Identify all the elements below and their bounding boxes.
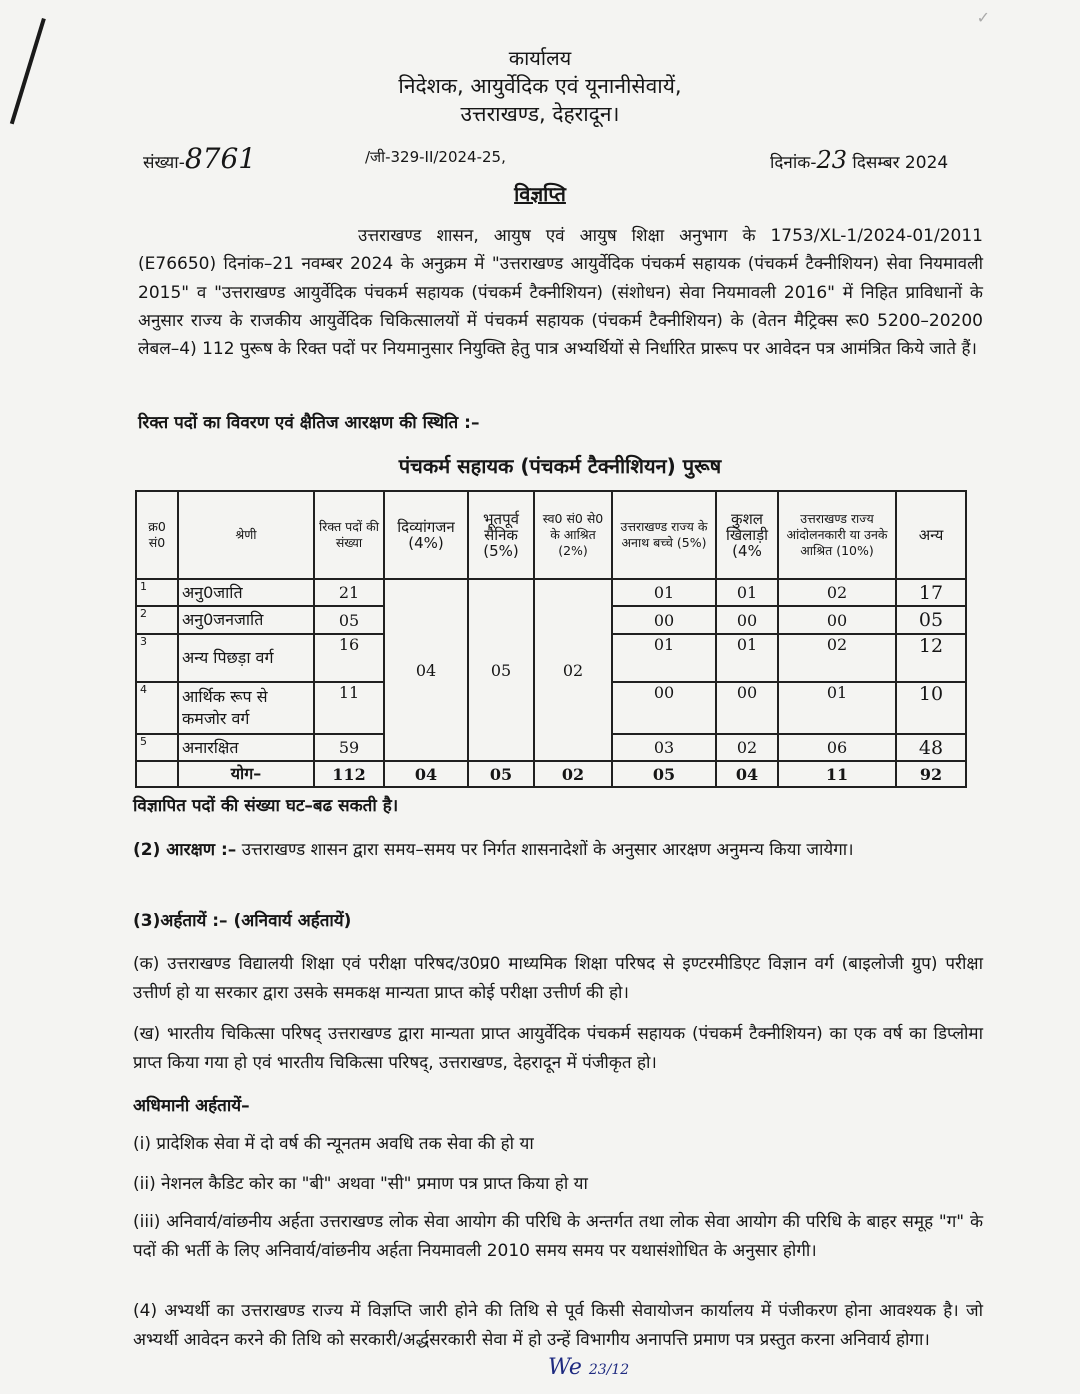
- row-others: 12: [896, 634, 966, 682]
- row-orphan: 03: [612, 734, 716, 761]
- preferential-ii: (ii) नेशनल कैडिट कोर का "बी" अथवा "सी" प्रमाण पत्र प्राप्त किया हो या: [133, 1174, 588, 1194]
- reservation-label: (2) आरक्षण :–: [133, 840, 237, 860]
- office-heading: कार्यालय: [508, 46, 572, 70]
- row-sports: 01: [716, 579, 778, 606]
- reservation-text: उत्तराखण्ड शासन द्वारा समय–समय पर निर्गत शासनादेशों के अनुसार आरक्षण अनुमन्य किया जायेगा।: [241, 840, 854, 860]
- row-vacancies: 59: [314, 734, 384, 761]
- row-sno: 3: [136, 634, 178, 682]
- row-sno: 2: [136, 606, 178, 634]
- row-sno: 1: [136, 579, 178, 606]
- vacancy-table: [135, 490, 967, 788]
- date-month-year: दिसम्बर 2024: [852, 153, 949, 173]
- notice-title: विज्ञप्ति: [514, 182, 566, 206]
- col-divyang: दिव्यांगजन (4%): [384, 491, 468, 579]
- intro-paragraph: उत्तराखण्ड शासन, आयुष एवं आयुष शिक्षा अनुभाग के 1753/XL-1/2024-01/2011 (E76650) दिनांक–21 नवम्बर 2024 के अनुक्रम में "उत्तराखण्ड आयुर्वेदिक पंचकर्म सहायक (पंचकर्म टैक्नीशियन) सेवा नियमावली 2015" व "उत्तराखण्ड आयुर्वेदिक पंचकर्म सहायक (पंचकर्म टैक्नीशियन) (संशोधन) सेवा नियमावली 2016" में निहित प्राविधानों के अनुसार राज्य के राजकीय आयुर्वेदिक चिकित्सालयों में पंचकर्म सहायक (पंचकर्म टैक्नीशियन) के (वेतन मैट्रिक्स रू0 5200–20200 लेबल–4) 112 पुरूष के रिक्त पदों पर नियमानुसार नियुक्ति हेतु पात्र अभ्यर्थियों से निर्धारित प्रारूप पर आवेदन पत्र आमंत्रित किये जाते हैं।: [138, 226, 983, 360]
- row-sno: 5: [136, 734, 178, 761]
- total-label: योग–: [178, 761, 314, 787]
- qualifications-heading: (3)अर्हतायें :– (अनिवार्य अर्हतायें): [133, 911, 352, 931]
- row-agitator: 00: [778, 606, 896, 634]
- preferential-iii: (iii) अनिवार्य/वांछनीय अर्हता उत्तराखण्ड लोक सेवा आयोग की परिधि के अन्तर्गत तथा लोक सेवा आयोग की परिधि के बाहर समूह "ग" के पदों की भर्ती के लिए अनिवार्य/वांछनीय अर्हता नियमावली 2010 समय समय पर यथासंशोधित के अनुसार होगी।: [133, 1212, 983, 1261]
- table-total-row: [136, 761, 966, 787]
- row-others: 05: [896, 606, 966, 634]
- number-label: संख्या-: [143, 153, 185, 173]
- row-agitator: 02: [778, 634, 896, 682]
- row-sports: 00: [716, 606, 778, 634]
- total-agitator: 11: [778, 761, 896, 787]
- total-orphan: 05: [612, 761, 716, 787]
- row-vacancies: 05: [314, 606, 384, 634]
- row-vacancies: 21: [314, 579, 384, 606]
- total-sports: 04: [716, 761, 778, 787]
- director-heading: निदेशक, आयुर्वेदिक एवं यूनानीसेवायें,: [398, 74, 682, 98]
- number-value: 8761: [184, 142, 257, 175]
- total-ex-servicemen: 05: [468, 761, 534, 787]
- notice-date: [770, 146, 948, 174]
- total-sno-blank: [136, 761, 178, 787]
- col-orphan: उत्तराखण्ड राज्य के अनाथ बच्चे (5%): [612, 491, 716, 579]
- signature-date: 23/12: [588, 1362, 630, 1378]
- location-heading: उत्तराखण्ड, देहरादून।: [460, 102, 620, 126]
- row-agitator: 02: [778, 579, 896, 606]
- row-category: आर्थिक रूप से कमजोर वर्ग: [178, 682, 314, 734]
- col-sports: कुशल खिलाड़ी (4%: [716, 491, 778, 579]
- signature-initials: We: [548, 1355, 582, 1380]
- reference-number: [143, 142, 256, 175]
- row-agitator: 01: [778, 682, 896, 734]
- row-sports: 02: [716, 734, 778, 761]
- qualification-ka: (क) उत्तराखण्ड विद्यालयी शिक्षा एवं परीक्षा परिषद/उ0प्र0 माध्यमिक शिक्षा परिषद से इण्टरमीडिएट विज्ञान वर्ग (बाइलोजी ग्रुप) परीक्षा उत्तीर्ण हो या सरकार द्वारा उसके समकक्ष मान्यता प्राप्त कोई परीक्षा उत्तीर्ण की हो।: [133, 954, 983, 1003]
- row-category: अन्य पिछड़ा वर्ग: [178, 634, 314, 682]
- row-category: अनु0जाति: [178, 579, 314, 606]
- total-vacancies: 112: [314, 761, 384, 787]
- total-freedom-fighter: 02: [534, 761, 612, 787]
- signature: [548, 1355, 629, 1380]
- col-freedom-fighter: स्व0 सं0 से0 के आश्रित (2%): [534, 491, 612, 579]
- col-others: अन्य: [896, 491, 966, 579]
- col-agitator: उत्तराखण्ड राज्य आंदोलनकारी या उनके आश्रित (10%): [778, 491, 896, 579]
- col-category: श्रेणी: [178, 491, 314, 579]
- row-orphan: 00: [612, 682, 716, 734]
- col-sno: क्र0 सं0: [136, 491, 178, 579]
- point-4: (4) अभ्यर्थी का उत्तराखण्ड राज्य में विज्ञप्ति जारी होने की तिथि से पूर्व किसी सेवायोजन कार्यालय में पंजीकरण होना आवश्यक है। जो अभ्यर्थी आवेदन करने की तिथि को सरकारी/अर्द्धसरकारी सेवा में हो उन्हें विभागीय अनापत्ति प्रमाण पत्र प्रस्तुत करना अनिवार्य होगा।: [133, 1301, 983, 1350]
- reservation-clause: [133, 836, 983, 865]
- row-vacancies: 16: [314, 634, 384, 682]
- merged-divyang: 04: [384, 579, 468, 761]
- row-others: 48: [896, 734, 966, 761]
- table-title: पंचकर्म सहायक (पंचकर्म टैक्नीशियन) पुरूष: [398, 454, 722, 478]
- row-sno: 4: [136, 682, 178, 734]
- checkmark-icon: ✓: [976, 8, 990, 27]
- col-ex-servicemen: भूतपूर्व सैनिक (5%): [468, 491, 534, 579]
- total-others: 92: [896, 761, 966, 787]
- preferential-i: (i) प्रादेशिक सेवा में दो वर्ष की न्यूनतम अवधि तक सेवा की हो या: [133, 1134, 534, 1154]
- vacancy-heading: रिक्त पदों का विवरण एवं क्षैतिज आरक्षण की स्थिति :–: [138, 413, 480, 433]
- row-orphan: 01: [612, 579, 716, 606]
- row-category: अनु0जनजाति: [178, 606, 314, 634]
- row-category: अनारक्षित: [178, 734, 314, 761]
- preferential-heading: अधिमानी अर्हतायें–: [133, 1096, 250, 1116]
- table-header-row: [136, 491, 966, 579]
- row-vacancies: 11: [314, 682, 384, 734]
- row-sports: 01: [716, 634, 778, 682]
- qualification-kha: (ख) भारतीय चिकित्सा परिषद् उत्तराखण्ड द्वारा मान्यता प्राप्त आयुर्वेदिक पंचकर्म सहायक (पंचकर्म टैक्नीशियन) का एक वर्ष का डिप्लोमा प्राप्त किया गया हो एवं भारतीय चिकित्सा परिषद्, उत्तराखण्ड, देहरादून में पंजीकृत हो।: [133, 1024, 983, 1073]
- row-orphan: 01: [612, 634, 716, 682]
- table-row: [136, 579, 966, 606]
- row-sports: 00: [716, 682, 778, 734]
- total-divyang: 04: [384, 761, 468, 787]
- table-note: विज्ञापित पदों की संख्या घट–बढ सकती है।: [133, 796, 399, 816]
- row-others: 10: [896, 682, 966, 734]
- row-orphan: 00: [612, 606, 716, 634]
- date-label: दिनांक-: [770, 153, 817, 173]
- merged-ex-servicemen: 05: [468, 579, 534, 761]
- date-day: 23: [816, 146, 848, 174]
- merged-freedom-fighter: 02: [534, 579, 612, 761]
- file-reference: /जी-329-II/2024-25,: [365, 148, 506, 166]
- row-others: 17: [896, 579, 966, 606]
- col-vacancies: रिक्त पदों की संख्या: [314, 491, 384, 579]
- row-agitator: 06: [778, 734, 896, 761]
